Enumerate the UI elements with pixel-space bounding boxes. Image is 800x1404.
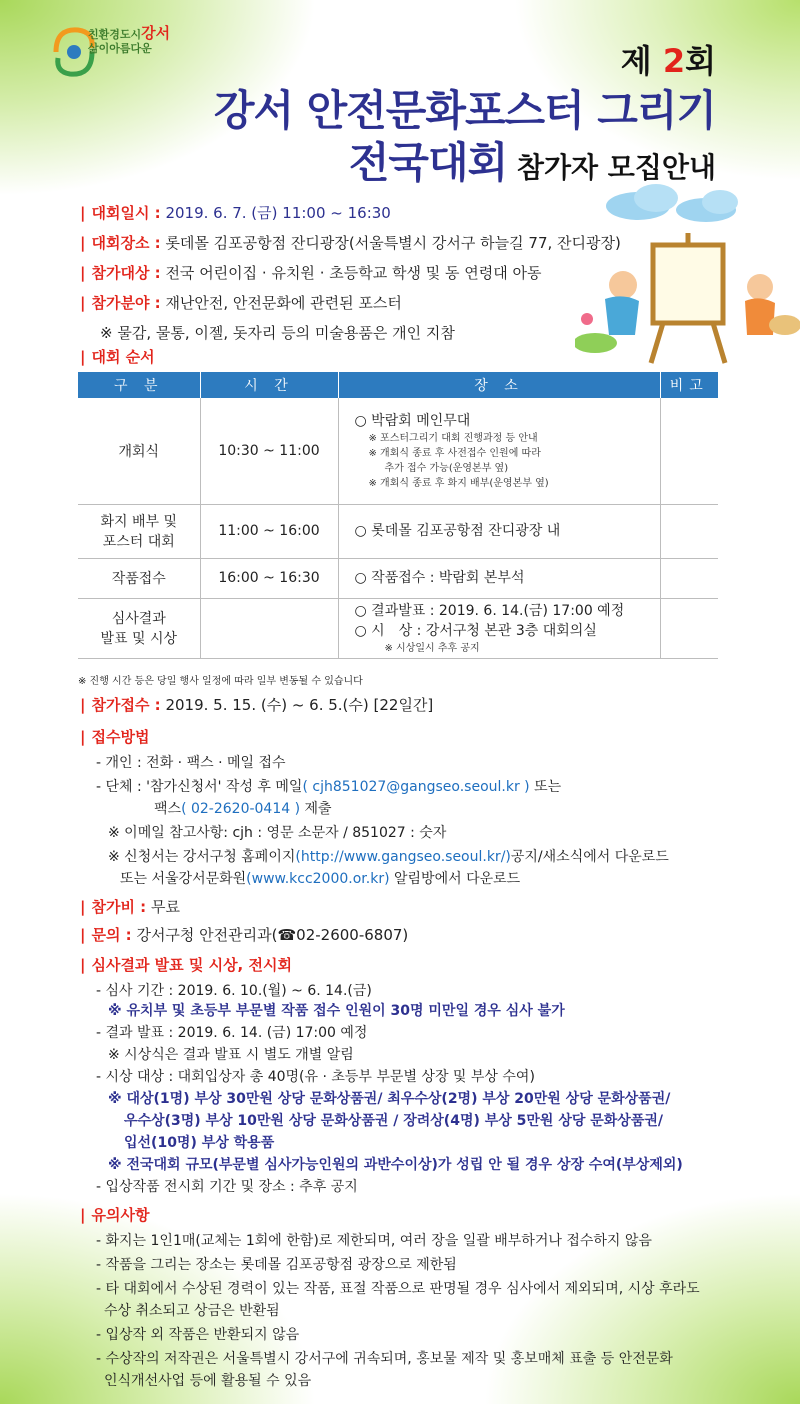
schedule-table: [78, 372, 718, 659]
prize-line-1: ※ 대상(1명) 부상 30만원 상당 문화상품권/ 최우수상(2명) 부상 20만원 상당 문화상품권/: [108, 1091, 671, 1107]
row-place: ○ 롯데몰 김포공항점 잔디광장 내: [338, 504, 660, 558]
edition-title: 제 2회: [620, 42, 716, 80]
notice-item: - 입상작 외 작품은 반환되지 않음: [96, 1327, 300, 1343]
event-place: | 대회장소 : 롯데몰 김포공항점 잔디광장(서울특별시 강서구 하늘길 77, 잔디광장): [80, 234, 621, 252]
header-place: 장 소: [338, 372, 660, 398]
method-fax: 팩스( 02-2620-0414 ) 제출: [154, 801, 332, 817]
table-row: [78, 558, 718, 598]
notice-item: 수상 취소되고 상금은 반환됨: [104, 1303, 280, 1319]
supplies-note: ※ 물감, 물통, 이젤, 돗자리 등의 미술용품은 개인 지참: [100, 324, 455, 342]
reception-period: | 참가접수 : 2019. 5. 15. (수) ~ 6. 5.(수) [22일간]: [80, 696, 434, 714]
judging-note: ※ 유치부 및 초등부 부문별 작품 접수 인원이 30명 미만일 경우 심사 불가: [108, 1003, 565, 1019]
event-target: | 참가대상 : 전국 어린이집 · 유치원 · 초등학교 학생 및 동 연령대 아동: [80, 264, 542, 282]
form-alt-note: 또는 서울강서문화원(www.kcc2000.or.kr) 알림방에서 다운로드: [120, 871, 521, 887]
row-remarks: [660, 598, 718, 658]
email-note: ※ 이메일 참고사항: cjh : 영문 소문자 / 851027 : 숫자: [108, 825, 447, 841]
form-download-note: ※ 신청서는 강서구청 홈페이지(http://www.gangseo.seoul.kr/)공지/새소식에서 다운로드: [108, 849, 669, 865]
judging-period: - 심사 기간 : 2019. 6. 10.(월) ~ 6. 14.(금): [96, 983, 372, 999]
row-time: [200, 598, 338, 658]
method-group: - 단체 : '참가신청서' 작성 후 메일( cjh851027@gangseo.seoul.kr ) 또는: [96, 779, 562, 795]
row-category: 개회식: [78, 398, 200, 504]
culture-center-link[interactable]: (www.kcc2000.or.kr): [246, 871, 390, 887]
table-header-row: [78, 372, 718, 398]
event-date: | 대회일시 : 2019. 6. 7. (금) 11:00 ~ 16:30: [80, 204, 391, 222]
row-time: 16:00 ~ 16:30: [200, 558, 338, 598]
event-field: | 참가분야 : 재난안전, 안전문화에 관련된 포스터: [80, 294, 402, 312]
email-link[interactable]: ( cjh851027@gangseo.seoul.kr ): [302, 779, 530, 795]
row-remarks: [660, 398, 718, 504]
row-place: ○ 작품접수 : 박람회 본부석: [338, 558, 660, 598]
row-time: 10:30 ~ 11:00: [200, 398, 338, 504]
scale-note: ※ 전국대회 규모(부문별 심사가능인원의 과반수이상)가 성립 안 될 경우 상장 수여(부상제외): [108, 1157, 683, 1173]
table-row: [78, 598, 718, 658]
notice-item: - 타 대회에서 수상된 경력이 있는 작품, 표절 작품으로 판명될 경우 심사에서 제외되며, 시상 후라도: [96, 1281, 700, 1297]
prize-line-3: 입선(10명) 부상 학용품: [124, 1135, 275, 1151]
table-footnote: ※ 진행 시간 등은 당일 행사 일정에 따라 일부 변동될 수 있습니다: [78, 676, 363, 687]
notice-item: - 작품을 그리는 장소는 롯데몰 김포공항점 광장으로 제한됨: [96, 1257, 457, 1273]
row-place: ○ 결과발표 : 2019. 6. 14.(금) 17:00 예정 ○ 시 상 : 강서구청 본관 3층 대회의실 ※ 시상일시 추후 공지: [338, 598, 660, 658]
notice-item: 인식개선사업 등에 활용될 수 있음: [104, 1373, 312, 1389]
row-remarks: [660, 504, 718, 558]
results-heading: | 심사결과 발표 및 시상, 전시회: [80, 956, 292, 974]
fee: | 참가비 : 무료: [80, 898, 180, 916]
results-announce: - 결과 발표 : 2019. 6. 14. (금) 17:00 예정: [96, 1025, 368, 1041]
row-time: 11:00 ~ 16:00: [200, 504, 338, 558]
method-individual: - 개인 : 전화 · 팩스 · 메일 접수: [96, 755, 286, 771]
prize-line-2: 우수상(3명) 부상 10만원 상당 문화상품권 / 장려상(4명) 부상 5만원 상당 문화상품권/: [124, 1113, 663, 1129]
notice-item: - 수상작의 저작권은 서울특별시 강서구에 귀속되며, 홍보물 제작 및 홍보매체 표출 등 안전문화: [96, 1351, 673, 1367]
table-row: [78, 398, 718, 504]
contact: | 문의 : 강서구청 안전관리과(☎02-2600-6807): [80, 926, 409, 944]
homepage-link[interactable]: (http://www.gangseo.seoul.kr/): [295, 849, 511, 865]
exhibition-info: - 입상작품 전시회 기간 및 장소 : 추후 공지: [96, 1179, 358, 1195]
row-category: 작품접수: [78, 558, 200, 598]
row-remarks: [660, 558, 718, 598]
notice-heading: | 유의사항: [80, 1206, 150, 1224]
method-heading: | 접수방법: [80, 728, 150, 746]
header-category: 구 분: [78, 372, 200, 398]
header-remarks: 비고: [660, 372, 718, 398]
header-time: 시 간: [200, 372, 338, 398]
row-category: 심사결과 발표 및 시상: [78, 598, 200, 658]
order-heading: | 대회 순서: [80, 348, 155, 366]
cloud-illustration: [598, 178, 748, 228]
award-target: - 시상 대상 : 대회입상자 총 40명(유 · 초등부 부문별 상장 및 부상 수여): [96, 1069, 535, 1085]
sub-title: 전국대회 참가자 모집안내: [348, 138, 716, 187]
announce-note: ※ 시상식은 결과 발표 시 별도 개별 알림: [108, 1047, 354, 1063]
row-place: ○ 박람회 메인무대 ※ 포스터그리기 대회 진행과정 등 안내 ※ 개회식 종료 후 사전접수 인원에 따라 추가 접수 가능(운영본부 옆) ※ 개회식 종료 후 화지 배부(운영본부 옆): [338, 398, 660, 504]
notice-item: - 화지는 1인1매(교체는 1회에 한함)로 제한되며, 여러 장을 일괄 배부하거나 접수하지 않음: [96, 1233, 652, 1249]
main-title: 강서 안전문화포스터 그리기: [213, 86, 716, 135]
fax-number: ( 02-2620-0414 ): [181, 801, 301, 817]
row-category: 화지 배부 및 포스터 대회: [78, 504, 200, 558]
table-row: [78, 504, 718, 558]
logo-text: 친환경도시강서 삶이아름다운: [88, 24, 171, 55]
